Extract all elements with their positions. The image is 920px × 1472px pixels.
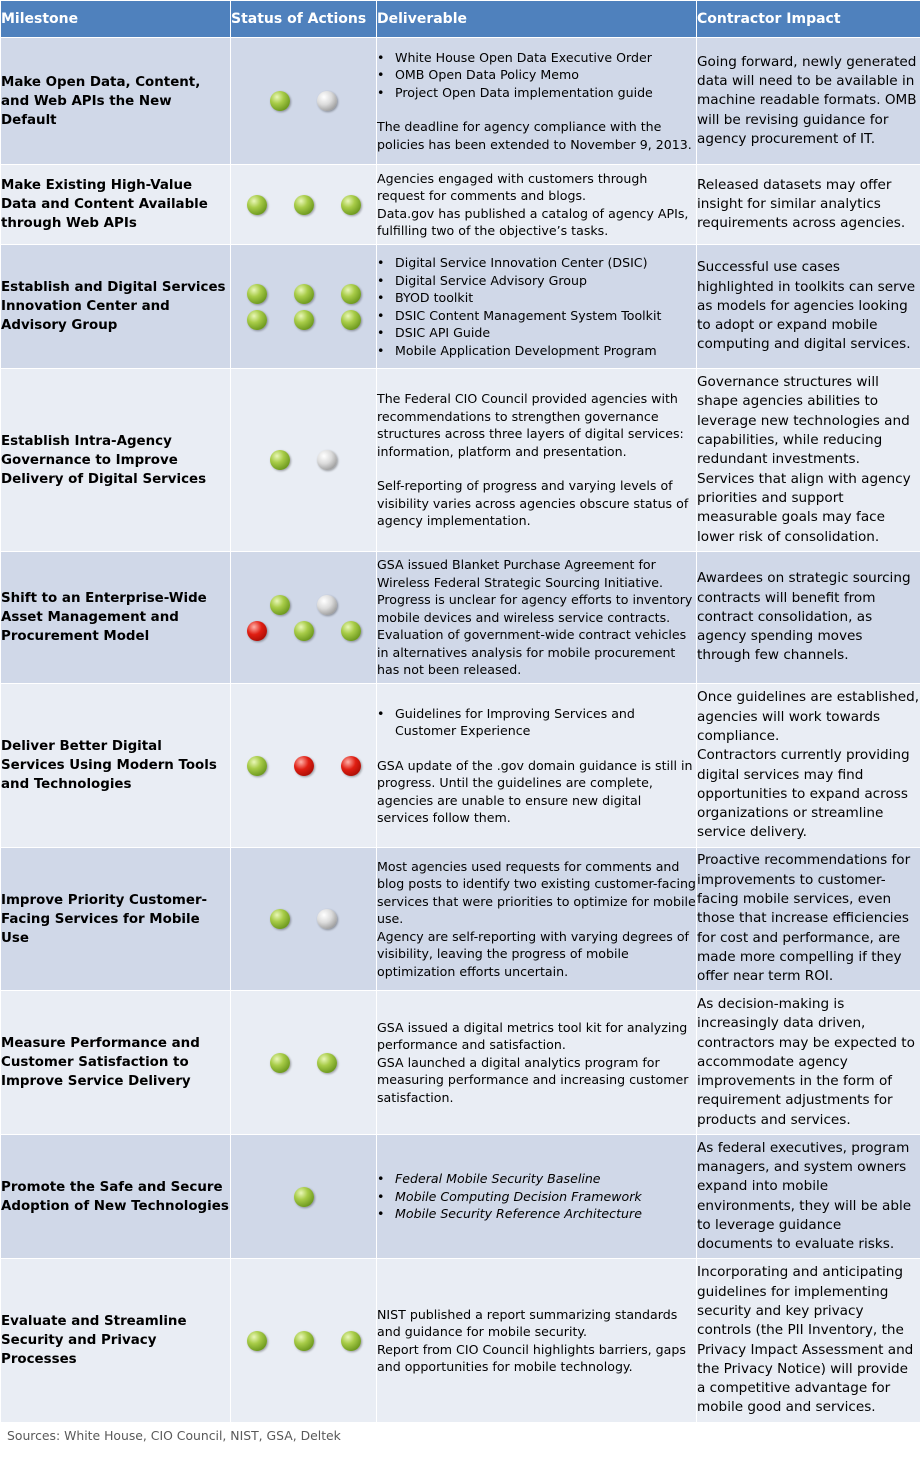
header-status: Status of Actions <box>231 1 377 38</box>
deliverable-cell <box>377 1135 697 1259</box>
status-dot-red <box>294 756 314 776</box>
deliverable-bullet: • DSIC Content Management System Toolkit <box>395 307 696 325</box>
table-row <box>1 165 920 245</box>
status-dot-green <box>341 1331 361 1351</box>
status-dot-row <box>294 1187 314 1207</box>
deliverable-text: GSA issued a digital metrics tool kit for analyzing performance and satisfaction. <box>377 1019 688 1053</box>
status-cell <box>231 1259 377 1423</box>
status-dot-row <box>247 310 361 330</box>
deliverable-text: Data.gov has published a catalog of agency APIs, fulfilling two of the objective’s tasks. <box>377 205 689 238</box>
status-dot-green <box>317 1053 337 1073</box>
deliverable-bullet: • Mobile Computing Decision Framework <box>395 1188 696 1206</box>
deliverable-bullet: • Digital Service Innovation Center (DSIC) <box>395 254 696 272</box>
deliverable-text: GSA launched a digital analytics program for measuring performance and increasing customer satisfaction. <box>377 1054 689 1105</box>
milestone-cell: Shift to an Enterprise-Wide Asset Management and Procurement Model <box>1 552 231 684</box>
deliverable-bullet: • Mobile Security Reference Architecture <box>395 1205 696 1223</box>
table-row <box>1 1135 920 1259</box>
status-dot-green <box>247 756 267 776</box>
status-dot-row <box>270 91 337 111</box>
status-dot-green <box>341 310 361 330</box>
status-cell <box>231 1135 377 1259</box>
status-dot-green <box>294 1331 314 1351</box>
table-row <box>1 684 920 848</box>
status-cell <box>231 684 377 848</box>
deliverable-cell <box>377 552 697 684</box>
deliverable-bullet: • DSIC API Guide <box>395 324 696 342</box>
header-impact: Contractor Impact <box>697 1 920 38</box>
status-dot-green <box>294 1187 314 1207</box>
deliverable-text: Report from CIO Council highlights barriers, gaps and opportunities for mobile technology. <box>377 1341 686 1374</box>
milestone-cell: Improve Priority Customer-Facing Services for Mobile Use <box>1 848 231 991</box>
deliverable-bullet: • White House Open Data Executive Order <box>395 49 696 67</box>
status-dot-green <box>270 450 290 470</box>
deliverable-cell <box>377 1259 697 1423</box>
table-row <box>1 991 920 1135</box>
status-dot-row <box>247 756 361 776</box>
deliverable-bullet: • Federal Mobile Security Baseline <box>395 1170 696 1188</box>
status-dot-green <box>247 1331 267 1351</box>
deliverable-cell <box>377 245 697 369</box>
deliverable-bullet: • OMB Open Data Policy Memo <box>395 66 696 84</box>
sources-note: Sources: White House, CIO Council, NIST, GSA, Deltek <box>7 1428 341 1443</box>
status-dot-gray <box>317 91 337 111</box>
impact-cell: Proactive recommendations for improvements to customer-facing mobile services, even those that increase efficiencies for cost and performance, are made more compelling if they offer near term ROI. <box>697 848 920 991</box>
status-cell <box>231 991 377 1135</box>
status-dot-row <box>270 909 337 929</box>
status-dot-row <box>247 621 361 641</box>
status-dot-green <box>294 195 314 215</box>
table-row <box>1 245 920 369</box>
deliverable-cell <box>377 38 697 165</box>
impact-cell: Successful use cases highlighted in toolkits can serve as models for agencies looking to adopt or expand mobile computing and digital services. <box>697 245 920 369</box>
milestone-cell: Measure Performance and Customer Satisfaction to Improve Service Delivery <box>1 991 231 1135</box>
milestone-cell: Evaluate and Streamline Security and Privacy Processes <box>1 1259 231 1423</box>
header-row <box>1 1 920 38</box>
deliverable-text: Progress is unclear for agency efforts to inventory mobile devices and wireless service contracts. <box>377 592 693 625</box>
deliverable-text: Agencies engaged with customers through request for comments and blogs. <box>377 170 648 203</box>
status-dot-green <box>247 195 267 215</box>
milestone-cell: Make Existing High-Value Data and Content Available through Web APIs <box>1 165 231 245</box>
deliverable-text: Most agencies used requests for comments and blog posts to identify two existing customer-facing services that were priorities to optimize for mobile use. <box>377 858 696 927</box>
deliverable-text: GSA update of the .gov domain guidance is still in progress. Until the guidelines are complete, agencies are unable to ensure new digital services follow them. <box>377 757 693 825</box>
table-row <box>1 369 920 552</box>
impact-cell: Awardees on strategic sourcing contracts will benefit from contract consolidation, as agency spending moves through few channels. <box>697 552 920 684</box>
header-deliverable: Deliverable <box>377 1 697 38</box>
header-milestone: Milestone <box>1 1 231 38</box>
status-dot-green <box>341 284 361 304</box>
status-dot-green <box>294 621 314 641</box>
deliverable-cell <box>377 369 697 552</box>
status-dot-green <box>270 595 290 615</box>
deliverable-text: NIST published a report summarizing standards and guidance for mobile security. <box>377 1306 678 1339</box>
status-dot-green <box>270 909 290 929</box>
deliverable-text: GSA issued Blanket Purchase Agreement for Wireless Federal Strategic Sourcing Initiative. <box>377 557 664 590</box>
deliverable-text: The Federal CIO Council provided agencies with recommendations to strengthen governance structures across three layers of digital services: information, platform and presentation. <box>377 391 684 459</box>
status-dot-row <box>247 195 361 215</box>
status-dot-red <box>247 621 267 641</box>
status-cell <box>231 848 377 991</box>
status-dot-row <box>270 1053 337 1073</box>
impact-cell <box>697 684 920 848</box>
status-dot-row <box>270 595 337 615</box>
status-dot-gray <box>317 909 337 929</box>
impact-text: Services that align with agency priorities and support measurable goals may face lower risk of consolidation. <box>697 470 911 545</box>
deliverable-text: The deadline for agency compliance with the policies has been extended to November 9, 2013. <box>377 119 692 152</box>
deliverable-bullet: • Guidelines for Improving Services and Customer Experience <box>395 705 696 740</box>
status-dot-green <box>294 310 314 330</box>
impact-cell: Going forward, newly generated data will need to be available in machine readable formats. OMB will be revising guidance for agency procurement of IT. <box>697 38 920 165</box>
status-cell <box>231 552 377 684</box>
status-dot-row <box>247 284 361 304</box>
deliverable-cell <box>377 991 697 1135</box>
milestone-cell: Promote the Safe and Secure Adoption of New Technologies <box>1 1135 231 1259</box>
deliverable-bullet: • Mobile Application Development Program <box>395 342 696 360</box>
status-dot-red <box>341 756 361 776</box>
table-row <box>1 552 920 684</box>
status-dot-row <box>247 1331 361 1351</box>
status-dot-green <box>270 91 290 111</box>
milestone-cell: Make Open Data, Content, and Web APIs the New Default <box>1 38 231 165</box>
milestone-cell: Establish Intra-Agency Governance to Improve Delivery of Digital Services <box>1 369 231 552</box>
status-dot-green <box>341 621 361 641</box>
status-dot-green <box>247 284 267 304</box>
status-dot-green <box>270 1053 290 1073</box>
status-cell <box>231 38 377 165</box>
deliverable-cell <box>377 165 697 245</box>
table-row <box>1 38 920 165</box>
deliverable-bullet: • BYOD toolkit <box>395 289 696 307</box>
status-dot-green <box>247 310 267 330</box>
impact-text: Once guidelines are established, agencies will work towards compliance. <box>697 689 920 744</box>
impact-cell: As federal executives, program managers, and system owners expand into mobile environments, they will be able to leverage guidance documents to evaluate risks. <box>697 1135 920 1259</box>
status-cell <box>231 369 377 552</box>
deliverable-text: Self-reporting of progress and varying levels of visibility varies across agencies obscure status of agency implementation. <box>377 478 689 529</box>
deliverable-text: Agency are self-reporting with varying degrees of visibility, leaving the progress of mobile optimization efforts uncertain. <box>377 928 689 979</box>
impact-cell: As decision-making is increasingly data driven, contractors may be expected to accommodate agency improvements in the form of requirement adjustments for products and services. <box>697 991 920 1135</box>
status-dot-green <box>341 195 361 215</box>
milestone-cell: Deliver Better Digital Services Using Modern Tools and Technologies <box>1 684 231 848</box>
impact-cell: Incorporating and anticipating guidelines for implementing security and key privacy controls (the PII Inventory, the Privacy Impact Assessment and the Privacy Notice) will provide a competitive advantage for mobile good and services. <box>697 1259 920 1423</box>
table-row <box>1 848 920 991</box>
status-dot-gray <box>317 595 337 615</box>
status-dot-row <box>270 450 337 470</box>
deliverable-cell <box>377 848 697 991</box>
table-row <box>1 1259 920 1423</box>
deliverable-text: Evaluation of government-wide contract vehicles in alternatives analysis for mobile procurement has not been released. <box>377 627 687 678</box>
status-dot-gray <box>317 450 337 470</box>
impact-text: Contractors currently providing digital services may find opportunities to expand across organizations or streamline service delivery. <box>697 747 910 841</box>
deliverable-bullet: • Digital Service Advisory Group <box>395 272 696 290</box>
status-cell <box>231 245 377 369</box>
deliverable-cell <box>377 684 697 848</box>
impact-cell: Released datasets may offer insight for similar analytics requirements across agencies. <box>697 165 920 245</box>
impact-text: Governance structures will shape agencies abilities to leverage new technologies and capabilities, while reducing redundant investments. <box>697 374 910 468</box>
milestone-cell: Establish and Digital Services Innovation Center and Advisory Group <box>1 245 231 369</box>
status-dot-green <box>294 284 314 304</box>
impact-cell <box>697 369 920 552</box>
deliverable-bullet: • Project Open Data implementation guide <box>395 84 696 102</box>
status-cell <box>231 165 377 245</box>
